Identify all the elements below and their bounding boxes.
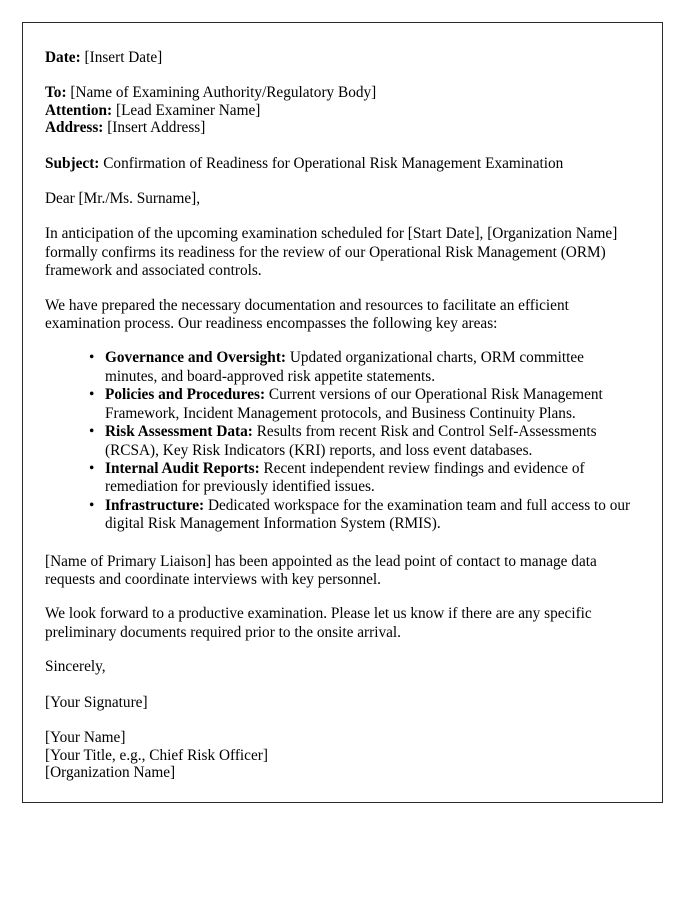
signer-organization: [Organization Name] [45,764,176,782]
letter-body [23,23,662,782]
spacer [45,711,640,729]
attention-line [45,102,640,119]
attention-value: [Lead Examiner Name] [115,101,261,119]
closing: Sincerely, [45,658,106,676]
subject-value: Confirmation of Readiness for Operational Risk Management Examination [103,154,564,172]
spacer [45,172,640,190]
spacer [45,534,640,553]
signature-placeholder: [Your Signature] [45,693,148,711]
date-label: Date: [45,49,81,66]
list-item [89,497,640,534]
to-label: To: [45,84,67,102]
bullet-icon: • [89,349,95,367]
address-label: Address: [45,119,104,137]
list-item [89,423,640,460]
to-value: [Name of Examining Authority/Regulatory Body] [70,84,377,102]
date-value: [Insert Date] [84,49,163,66]
paragraph-3: [Name of Primary Liaison] has been appointed as the lead point of contact to manage data requests and coordinate interviews with key personnel. [45,552,597,588]
list-item-text: Current versions of our Operational Risk Management Framework, Incident Management protocols, and Business Continuity Plans. [105,386,603,422]
date-line [45,49,640,66]
paragraph-1: In anticipation of the upcoming examination scheduled for [Start Date], [Organization Name] formally confirms its readiness for the review of our Operational Risk Management (ORM) framework and associated controls. [45,225,618,280]
list-item-text: Results from recent Risk and Control Self-Assessments (RCSA), Key Risk Indicators (KRI) reports, and loss event databases. [105,423,597,459]
list-item-label: Internal Audit Reports: [105,459,260,477]
spacer [45,642,640,658]
paragraph-4: We look forward to a productive examination. Please let us know if there are any specific preliminary documents required prior to the onsite arrival. [45,605,592,641]
to-line [45,84,640,101]
list-item-text: Dedicated workspace for the examination team and full access to our digital Risk Management Information System (RMIS). [105,496,631,533]
attention-label: Attention: [45,101,113,119]
subject-label: Subject: [45,154,100,172]
bullet-icon: • [89,386,95,404]
signer-name: [Your Name] [45,729,126,747]
list-item [89,460,640,497]
signer-title: [Your Title, e.g., Chief Risk Officer] [45,746,268,764]
subject-line [45,155,640,172]
key-areas-list [45,349,640,533]
list-item-text: Recent independent review findings and evidence of remediation for previously identified issues. [105,459,585,496]
spacer [45,137,640,155]
spacer [45,66,640,84]
list-item-label: Risk Assessment Data: [105,423,253,441]
address-value: [Insert Address] [107,119,206,137]
salutation: Dear [Mr./Ms. Surname], [45,190,201,208]
spacer [45,676,640,694]
signature-block [45,694,640,782]
bullet-icon: • [89,496,95,514]
spacer [45,207,640,225]
bullet-icon: • [89,423,95,441]
spacer [45,281,640,297]
bullet-icon: • [89,459,95,477]
spacer [45,333,640,349]
list-item-text: Updated organizational charts, ORM committee minutes, and board-approved risk appetite statements. [105,349,584,385]
paragraph-2: We have prepared the necessary documentation and resources to facilitate an efficient examination process. Our readiness encompasses the following key areas: [45,296,569,333]
list-item-label: Governance and Oversight: [105,349,287,367]
address-line [45,119,640,136]
list-item [89,386,640,423]
spacer [45,589,640,605]
document-page-frame [22,22,663,803]
list-item-label: Policies and Procedures: [105,386,266,404]
list-item [89,349,640,386]
list-item-label: Infrastructure: [105,496,205,514]
